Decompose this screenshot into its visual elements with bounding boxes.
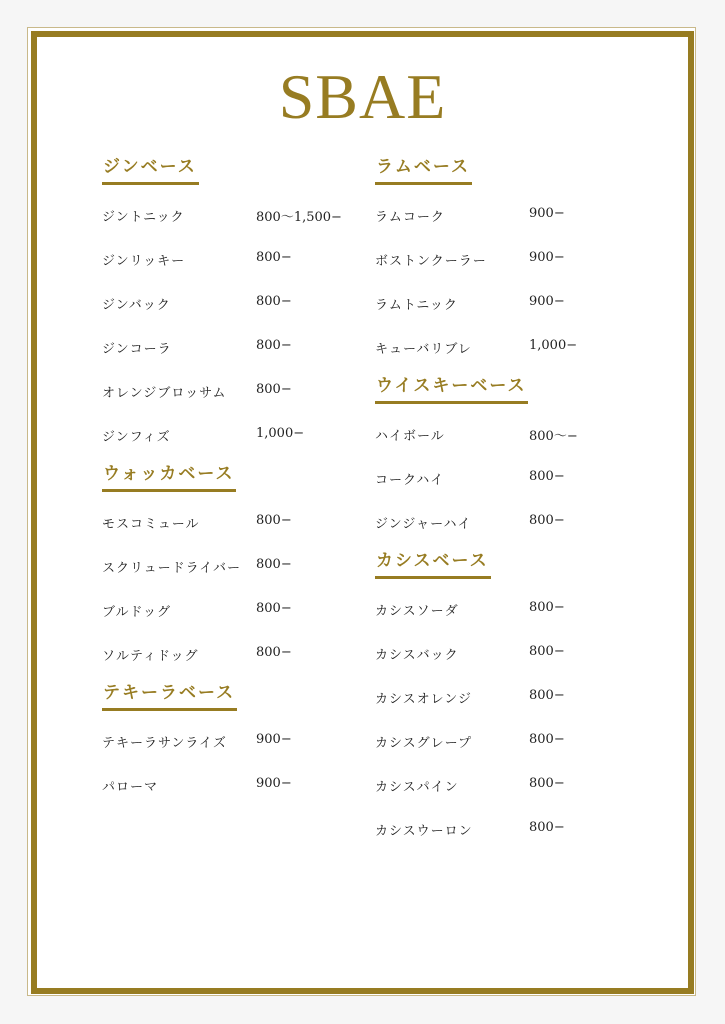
item-price: 1,000− xyxy=(256,426,305,441)
menu-item xyxy=(102,544,362,588)
item-price: 800− xyxy=(256,557,292,572)
section-heading: ウイスキーベース xyxy=(375,369,528,404)
section-heading: カシスベース xyxy=(375,544,491,579)
item-name: ジンフィズ xyxy=(102,430,171,445)
item-price: 800〜− xyxy=(529,429,578,444)
item-name: モスコミュール xyxy=(102,517,200,532)
item-name: ラムトニック xyxy=(375,298,458,313)
item-name: キューバリブレ xyxy=(375,342,472,357)
item-price: 800− xyxy=(529,776,565,791)
item-name: コークハイ xyxy=(375,473,445,488)
menu-item xyxy=(102,325,362,369)
right-column xyxy=(375,150,635,851)
item-name: カシスオレンジ xyxy=(375,692,472,707)
section-tequila xyxy=(102,676,362,807)
item-name: カシスパイン xyxy=(375,780,459,795)
left-column xyxy=(102,150,362,807)
menu-item xyxy=(102,763,362,807)
item-price: 800− xyxy=(529,600,565,615)
item-price: 900− xyxy=(529,250,565,265)
menu-item xyxy=(375,325,635,369)
item-name: ボストンクーラー xyxy=(375,254,487,269)
menu-item xyxy=(375,412,635,456)
item-price: 800− xyxy=(256,250,292,265)
item-price: 800− xyxy=(256,382,292,397)
item-price: 900− xyxy=(529,206,565,221)
section-whisky xyxy=(375,369,635,544)
menu-item xyxy=(102,237,362,281)
item-price: 800− xyxy=(256,601,292,616)
menu-item xyxy=(375,281,635,325)
menu-item xyxy=(375,193,635,237)
item-name: ジンリッキー xyxy=(102,254,186,269)
menu-item xyxy=(102,413,362,457)
item-name: ソルティドッグ xyxy=(102,649,199,664)
item-name: ブルドッグ xyxy=(102,605,171,620)
menu-item xyxy=(375,719,635,763)
item-name: カシスグレープ xyxy=(375,736,472,751)
item-name: スクリュードライバー xyxy=(102,561,241,576)
item-name: ジントニック xyxy=(102,210,185,225)
menu-item xyxy=(375,763,635,807)
menu-item xyxy=(375,500,635,544)
section-cassis xyxy=(375,544,635,851)
item-price: 900− xyxy=(256,776,292,791)
section-rum xyxy=(375,150,635,369)
item-name: ラムコーク xyxy=(375,210,445,225)
menu-item xyxy=(102,588,362,632)
item-price: 800− xyxy=(529,688,565,703)
menu-item xyxy=(375,807,635,851)
item-price: 800− xyxy=(529,732,565,747)
section-heading: ジンベース xyxy=(102,150,199,185)
item-price: 900− xyxy=(256,732,292,747)
item-price: 800− xyxy=(256,645,292,660)
item-name: カシスバック xyxy=(375,648,459,663)
item-price: 800− xyxy=(256,338,292,353)
menu-item xyxy=(375,587,635,631)
menu-item xyxy=(102,632,362,676)
menu-item xyxy=(375,456,635,500)
item-price: 800− xyxy=(529,513,565,528)
item-price: 800〜1,500− xyxy=(256,210,342,225)
item-name: オレンジブロッサム xyxy=(102,386,227,401)
item-name: パローマ xyxy=(102,780,159,795)
menu-item xyxy=(102,281,362,325)
item-name: カシスウーロン xyxy=(375,824,473,839)
section-gin xyxy=(102,150,362,457)
menu-item xyxy=(102,719,362,763)
item-price: 800− xyxy=(529,820,565,835)
item-price: 800− xyxy=(529,469,565,484)
section-heading: テキーラベース xyxy=(102,676,237,711)
section-heading: ラムベース xyxy=(375,150,472,185)
item-name: ハイボール xyxy=(375,429,445,444)
item-price: 800− xyxy=(256,513,292,528)
item-name: ジンジャーハイ xyxy=(375,517,472,532)
menu-item xyxy=(375,675,635,719)
item-price: 1,000− xyxy=(529,338,578,353)
menu-title: SBAE xyxy=(278,61,447,132)
item-name: テキーラサンライズ xyxy=(102,736,227,751)
item-price: 900− xyxy=(529,294,565,309)
item-price: 800− xyxy=(529,644,565,659)
menu-item xyxy=(102,369,362,413)
section-heading: ウォッカベース xyxy=(102,457,236,492)
item-name: カシスソーダ xyxy=(375,604,459,619)
item-name: ジンバック xyxy=(102,298,171,313)
section-vodka xyxy=(102,457,362,676)
menu-item xyxy=(102,500,362,544)
item-name: ジンコーラ xyxy=(102,342,172,357)
menu-item xyxy=(102,193,362,237)
menu-item xyxy=(375,631,635,675)
item-price: 800− xyxy=(256,294,292,309)
menu-item xyxy=(375,237,635,281)
